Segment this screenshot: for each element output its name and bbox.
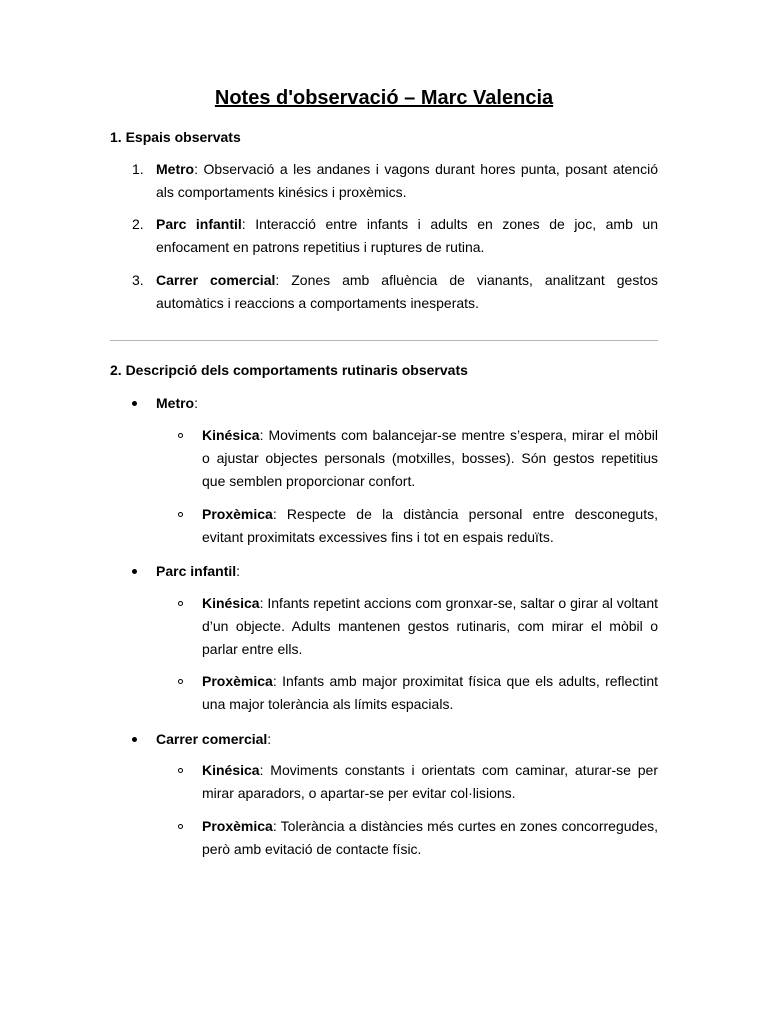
bullet-icon: [132, 737, 137, 742]
sub-item-term: Kinésica: [202, 427, 260, 443]
item-term: Metro: [156, 161, 195, 177]
sub-item-term: Proxèmica: [202, 818, 273, 834]
bullet-suffix: :: [267, 731, 272, 747]
sub-item: [178, 592, 658, 661]
sub-item-body: [202, 670, 658, 716]
bullet-icon: [132, 569, 137, 574]
sub-item: [178, 815, 658, 861]
hollow-bullet-icon: [178, 824, 183, 829]
bullet-body: [156, 562, 240, 580]
sub-item: [178, 670, 658, 716]
sub-item-body: [202, 424, 658, 493]
bullet-item-carrer-comercial: [132, 730, 271, 748]
hollow-bullet-icon: [178, 679, 183, 684]
sub-item-text: : Infants amb major proximitat física que els adults, reflectint una major tolerància als límits espacials.: [202, 673, 658, 712]
item-term: Carrer comercial: [156, 272, 276, 288]
item-body: [156, 213, 658, 259]
sub-item-text: : Moviments constants i orientats com caminar, aturar-se per mirar aparadors, o apartar-se per evitar col·lisions.: [202, 762, 658, 801]
list-item: [132, 158, 658, 204]
item-number: 2.: [132, 216, 144, 232]
item-body: [156, 269, 658, 315]
sub-item: [178, 759, 658, 805]
sub-item: [178, 424, 658, 493]
sub-item-term: Proxèmica: [202, 506, 273, 522]
item-text: : Interacció entre infants i adults en zones de joc, amb un enfocament en patrons repetitius i ruptures de rutina.: [156, 216, 658, 255]
sub-item-text: : Moviments com balancejar-se mentre s’espera, mirar el mòbil o ajustar objectes personals (motxilles, bosses). Són gestos repetitius que semblen proporcionar confort.: [202, 427, 658, 489]
item-text: : Zones amb afluència de vianants, analitzant gestos automàtics i reaccions a comportaments inesperats.: [156, 272, 658, 311]
section-heading-descripcio: 2. Descripció dels comportaments rutinaris observats: [110, 362, 468, 378]
bullet-term: Carrer comercial: [156, 731, 268, 747]
bullet-body: [156, 394, 198, 412]
bullet-term: Metro: [156, 395, 195, 411]
sub-item: [178, 503, 658, 549]
sub-item-term: Proxèmica: [202, 673, 273, 689]
item-text: : Observació a les andanes i vagons durant hores punta, posant atenció als comportaments kinésics i proxèmics.: [156, 161, 658, 200]
bullet-suffix: :: [194, 395, 199, 411]
sub-item-term: Kinésica: [202, 595, 260, 611]
bullet-term: Parc infantil: [156, 563, 237, 579]
list-item: [132, 213, 658, 259]
bullet-item-metro: [132, 394, 198, 412]
section-heading-espais: 1. Espais observats: [110, 129, 241, 145]
item-number: 3.: [132, 272, 144, 288]
bullet-body: [156, 730, 271, 748]
item-number: 1.: [132, 161, 144, 177]
bullet-suffix: :: [236, 563, 241, 579]
horizontal-divider: [110, 340, 658, 341]
sub-item-text: : Respecte de la distància personal entre desconeguts, evitant proximitats excessives fins i tot en espais reduïts.: [202, 506, 658, 545]
hollow-bullet-icon: [178, 768, 183, 773]
bullet-item-parc-infantil: [132, 562, 240, 580]
sub-item-body: [202, 759, 658, 805]
page-title: Notes d'observació – Marc Valencia: [214, 87, 554, 109]
sub-item-text: : Tolerància a distàncies més curtes en zones concorregudes, però amb evitació de contacte físic.: [202, 818, 658, 857]
item-body: [156, 158, 658, 204]
sub-item-body: [202, 815, 658, 861]
sub-item-text: : Infants repetint accions com gronxar-se, saltar o girar al voltant d’un objecte. Adults mantenen gestos rutinaris, com mirar el mòbil o parlar entre ells.: [202, 595, 658, 657]
item-term: Parc infantil: [156, 216, 242, 232]
sub-item-body: [202, 503, 658, 549]
hollow-bullet-icon: [178, 601, 183, 606]
hollow-bullet-icon: [178, 512, 183, 517]
sub-item-body: [202, 592, 658, 661]
list-item: [132, 269, 658, 315]
sub-item-term: Kinésica: [202, 762, 260, 778]
hollow-bullet-icon: [178, 433, 183, 438]
bullet-icon: [132, 401, 137, 406]
